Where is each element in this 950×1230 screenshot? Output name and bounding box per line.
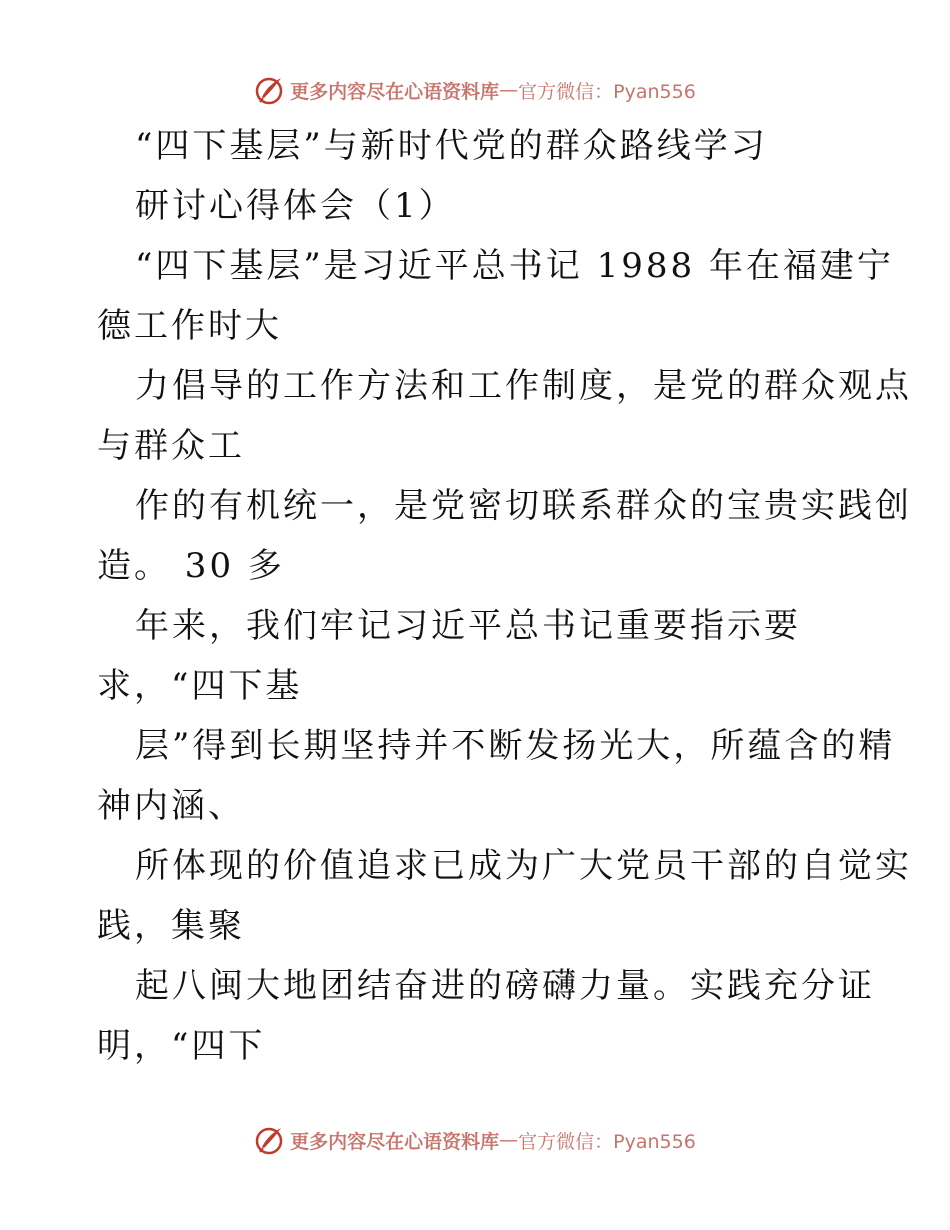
- footer-watermark-banner: [0, 1120, 950, 1160]
- banner-brand-text: 更多内容尽在心语资料库: [290, 80, 500, 103]
- body-line: 所体现的价值追求已成为广大党员干部的自觉实: [135, 846, 912, 886]
- body-line: 求，“四下基: [97, 666, 303, 706]
- banner-separator: —: [499, 79, 519, 101]
- header-watermark-banner: [0, 70, 950, 110]
- body-line: 明，“四下: [97, 1026, 266, 1066]
- body-line: 造。 30 多: [97, 546, 285, 586]
- body-line: 神内涵、: [97, 786, 245, 826]
- body-line: 力倡导的工作方法和工作制度，是党的群众观点: [135, 366, 912, 406]
- banner-wechat-text: 官方微信：Pyan556: [518, 80, 696, 103]
- banner-separator: —: [499, 1129, 519, 1151]
- title-line-2: 研讨心得体会（1）: [135, 186, 456, 226]
- body-line: 层”得到长期坚持并不断发扬光大，所蕴含的精: [135, 726, 896, 766]
- feather-quill-icon: [254, 75, 284, 105]
- body-line: 德工作时大: [97, 306, 282, 346]
- body-line: 作的有机统一，是党密切联系群众的宝贵实践创: [135, 486, 912, 526]
- body-line: 年来，我们牢记习近平总书记重要指示要: [135, 606, 801, 646]
- feather-quill-icon: [254, 1125, 284, 1155]
- body-line: 与群众工: [97, 426, 245, 466]
- body-line: 起八闽大地团结奋进的磅礴力量。实践充分证: [135, 966, 875, 1006]
- banner-brand-text: 更多内容尽在心语资料库: [290, 1130, 500, 1153]
- body-line: “四下基层”是习近平总书记 1988 年在福建宁: [135, 246, 894, 286]
- banner-wechat-text: 官方微信：Pyan556: [518, 1130, 696, 1153]
- title-line-1: “四下基层”与新时代党的群众路线学习: [135, 126, 768, 166]
- body-line: 践，集聚: [97, 906, 245, 946]
